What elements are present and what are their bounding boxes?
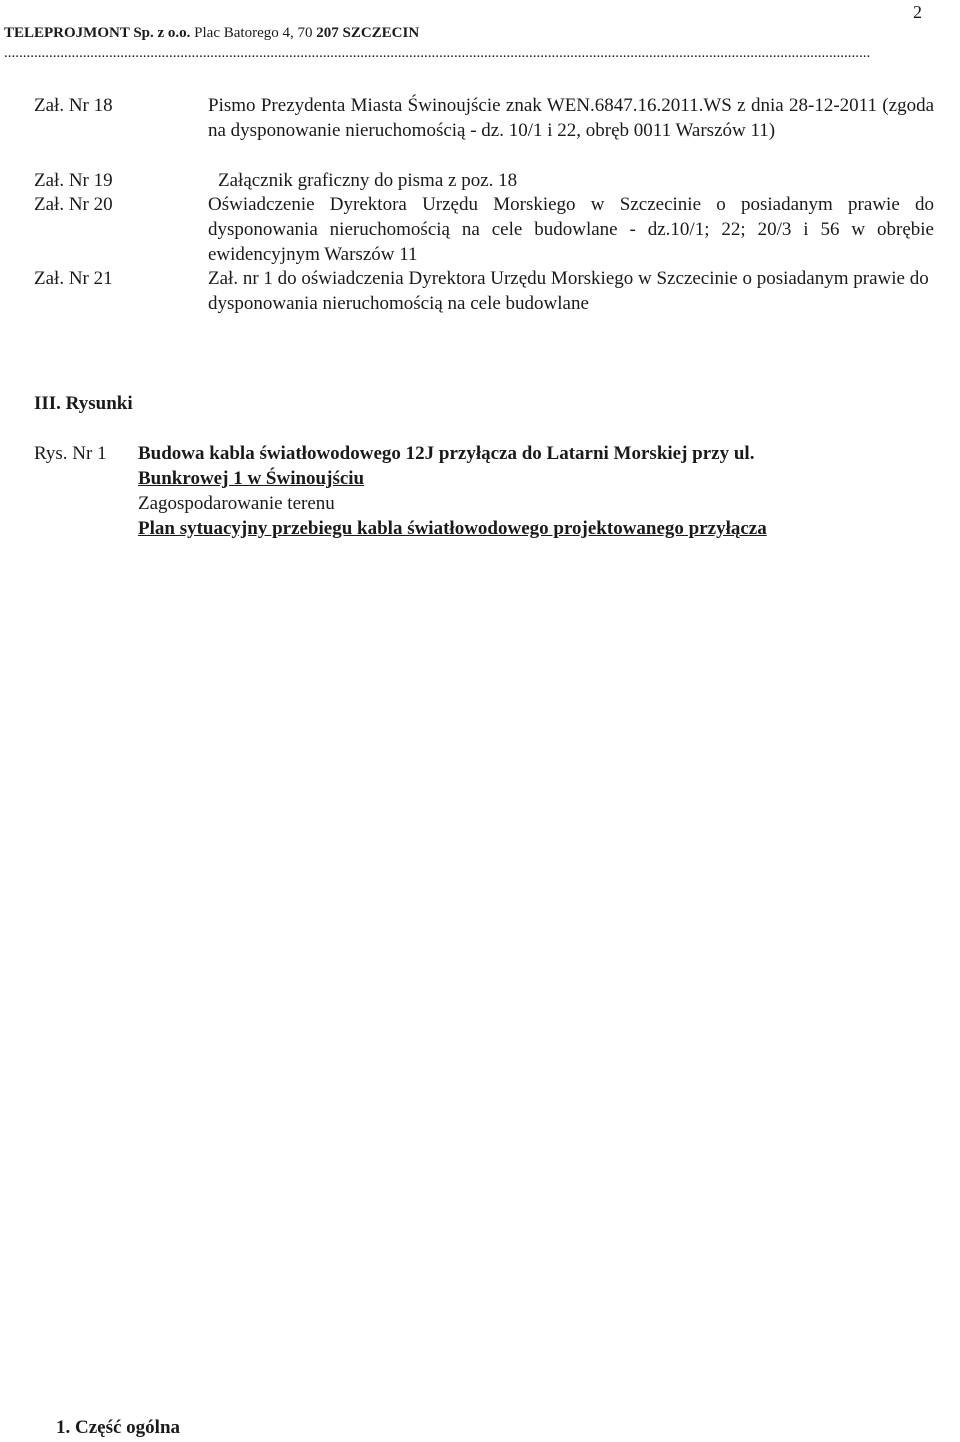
figure-subtitle: Zagospodarowanie terenu	[138, 493, 335, 514]
attachment-label: Zał. Nr 20	[34, 194, 113, 215]
figure-description	[138, 441, 938, 541]
attachment-item	[34, 192, 934, 267]
header-dotted-rule: .......................................................................................................................................................................................................................................	[4, 45, 871, 61]
attachment-label: Zał. Nr 21	[34, 268, 113, 289]
company-address: Plac Batorego 4, 70	[194, 25, 313, 41]
attachment-label: Zał. Nr 19	[34, 170, 113, 191]
figure-title: Budowa kabla światłowodowego 12J przyłącza do Latarni Morskiej przy ul.	[138, 443, 755, 464]
company-name: TELEPROJMONT Sp. z o.o.	[4, 25, 191, 41]
attachment-text: Załącznik graficzny do pisma z poz. 18	[218, 170, 518, 191]
section-heading-drawings: III. Rysunki	[34, 393, 133, 414]
attachment-label: Zał. Nr 18	[34, 95, 113, 116]
attachment-item	[34, 168, 934, 193]
page-number: 2	[913, 2, 922, 22]
attachment-item	[34, 93, 934, 168]
attachment-item	[34, 266, 934, 316]
figure-label: Rys. Nr 1	[34, 443, 107, 464]
chapter-heading: 1. Część ogólna	[56, 1417, 181, 1438]
figure-plan-title: Plan sytuacyjny przebiegu kabla światłowodowego projektowanego przyłącza	[138, 518, 767, 539]
attachment-text: Zał. nr 1 do oświadczenia Dyrektora Urzędu Morskiego w Szczecinie o posiadanym prawie do dysponowania nieruchomością na cele budowlane	[208, 268, 929, 314]
attachment-text: Oświadczenie Dyrektora Urzędu Morskiego w Szczecinie o posiadanym prawie do dysponowania nieruchomością na cele budowlane - dz.10/1; 22; 20/3 i 56 w obrębie ewidencyjnym Warszów 11	[208, 194, 934, 265]
company-address-city: 207 SZCZECIN	[316, 25, 420, 41]
figure-title-continued: Bunkrowej 1 w Świnoujściu	[138, 468, 365, 489]
document-header	[4, 24, 924, 42]
attachment-text: Pismo Prezydenta Miasta Świnoujście znak WEN.6847.16.2011.WS z dnia 28-12-2011 (zgoda na dysponowanie nieruchomością - dz. 10/1 i 22, obręb 0011 Warszów 11)	[208, 95, 934, 141]
